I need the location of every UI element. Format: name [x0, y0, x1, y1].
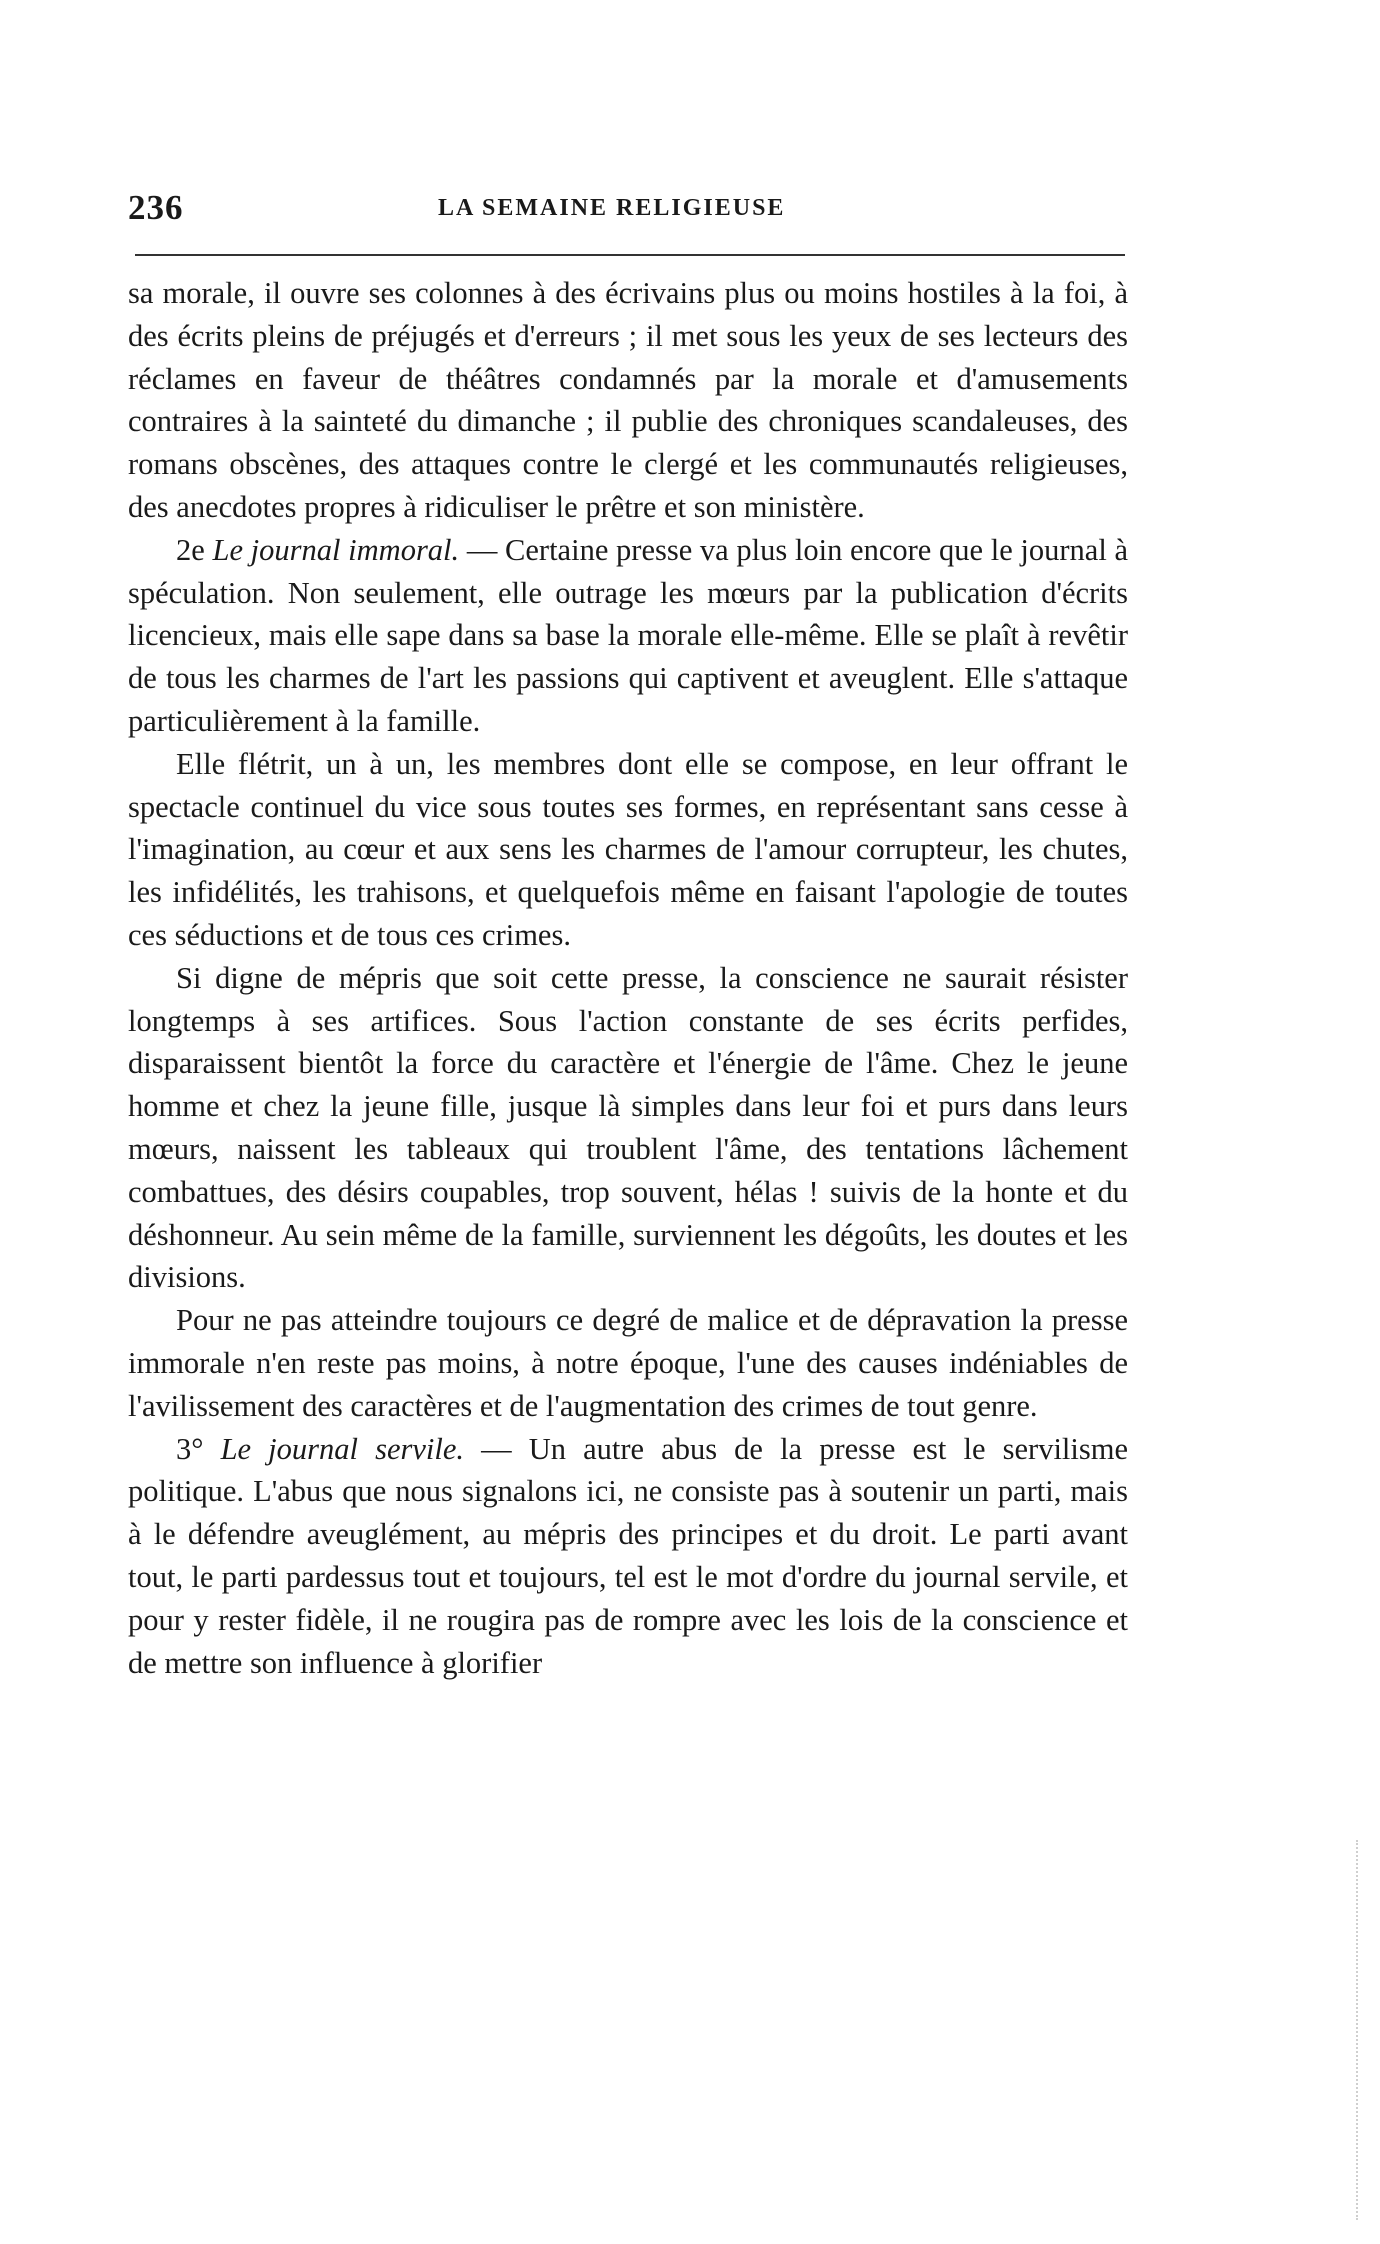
- paragraph-text: — Un autre abus de la presse est le servilisme politique. L'abus que nous signalons ici, ne consiste pas à soutenir un parti, mais à le défendre aveuglément, au mépris des principes et du droit. Le parti avant tout, le parti pardessus tout et toujours, tel est le mot d'ordre du journal servile, et pour y rester fidèle, il ne rougira pas de rompre avec les lois de la conscience et de mettre son influence à glorifier: [128, 1431, 1128, 1680]
- paragraph-journal-immoral: [128, 529, 1128, 743]
- body-text: [128, 272, 1128, 1684]
- paragraph: [128, 743, 1128, 957]
- scan-edge-marks: [1350, 1840, 1358, 2220]
- header-rule: [135, 254, 1125, 256]
- section-heading: Le journal servile.: [220, 1431, 465, 1466]
- paragraph: [128, 1299, 1128, 1427]
- running-title: LA SEMAINE RELIGIEUSE: [438, 195, 786, 221]
- section-number: 2e: [176, 532, 205, 567]
- paragraph-text: Elle flétrit, un à un, les membres dont elle se compose, en leur offrant le spectacle continuel du vice sous toutes ses formes, en représentant sans cesse à l'imagination, au cœur et aux sens les charmes de l'amour corrupteur, les chutes, les infidélités, les trahisons, et quelquefois même en faisant l'apologie de toutes ces séductions et de tous ces crimes.: [128, 746, 1128, 952]
- paragraph-text: Pour ne pas atteindre toujours ce degré de malice et de dépravation la presse immorale n'en reste pas moins, à notre époque, l'une des causes indéniables de l'avilissement des caractères et de l'augmentation des crimes de tout genre.: [128, 1303, 1128, 1423]
- section-heading: Le journal immoral.: [212, 532, 460, 567]
- page-header: [128, 188, 1128, 232]
- paragraph-journal-servile: [128, 1428, 1128, 1685]
- paragraph-text: sa morale, il ouvre ses colonnes à des écrivains plus ou moins hostiles à la foi, à des écrits pleins de préjugés et d'erreurs ; il met sous les yeux de ses lecteurs des réclames en faveur de théâtres condamnés par la morale et d'amusements contraires à la sainteté du dimanche ; il publie des chroniques scandaleuses, des romans obscènes, des attaques contre le clergé et les communautés religieuses, des anecdotes propres à ridiculiser le prêtre et son ministère.: [128, 276, 1128, 524]
- section-number: 3°: [176, 1431, 204, 1466]
- page-number: 236: [128, 188, 184, 227]
- paragraph-text: — Certaine presse va plus loin encore que le journal à spéculation. Non seulement, elle outrage les mœurs par la publication d'écrits licencieux, mais elle sape dans sa base la morale elle-même. Elle se plaît à revêtir de tous les charmes de l'art les passions qui captivent et aveuglent. Elle s'attaque particulièrement à la famille.: [128, 532, 1129, 738]
- paragraph-continuation: [128, 272, 1128, 529]
- paragraph: [128, 957, 1128, 1299]
- paragraph-text: Si digne de mépris que soit cette presse, la conscience ne saurait résister longtemps à ses artifices. Sous l'action constante de ses écrits perfides, disparaissent bientôt la force du caractère et l'énergie de l'âme. Chez le jeune homme et chez la jeune fille, jusque là simples dans leur foi et purs dans leurs mœurs, naissent les tableaux qui troublent l'âme, des tentations lâchement combattues, des désirs coupables, trop souvent, hélas ! suivis de la honte et du déshonneur. Au sein même de la famille, surviennent les dégoûts, les doutes et les divisions.: [128, 960, 1128, 1295]
